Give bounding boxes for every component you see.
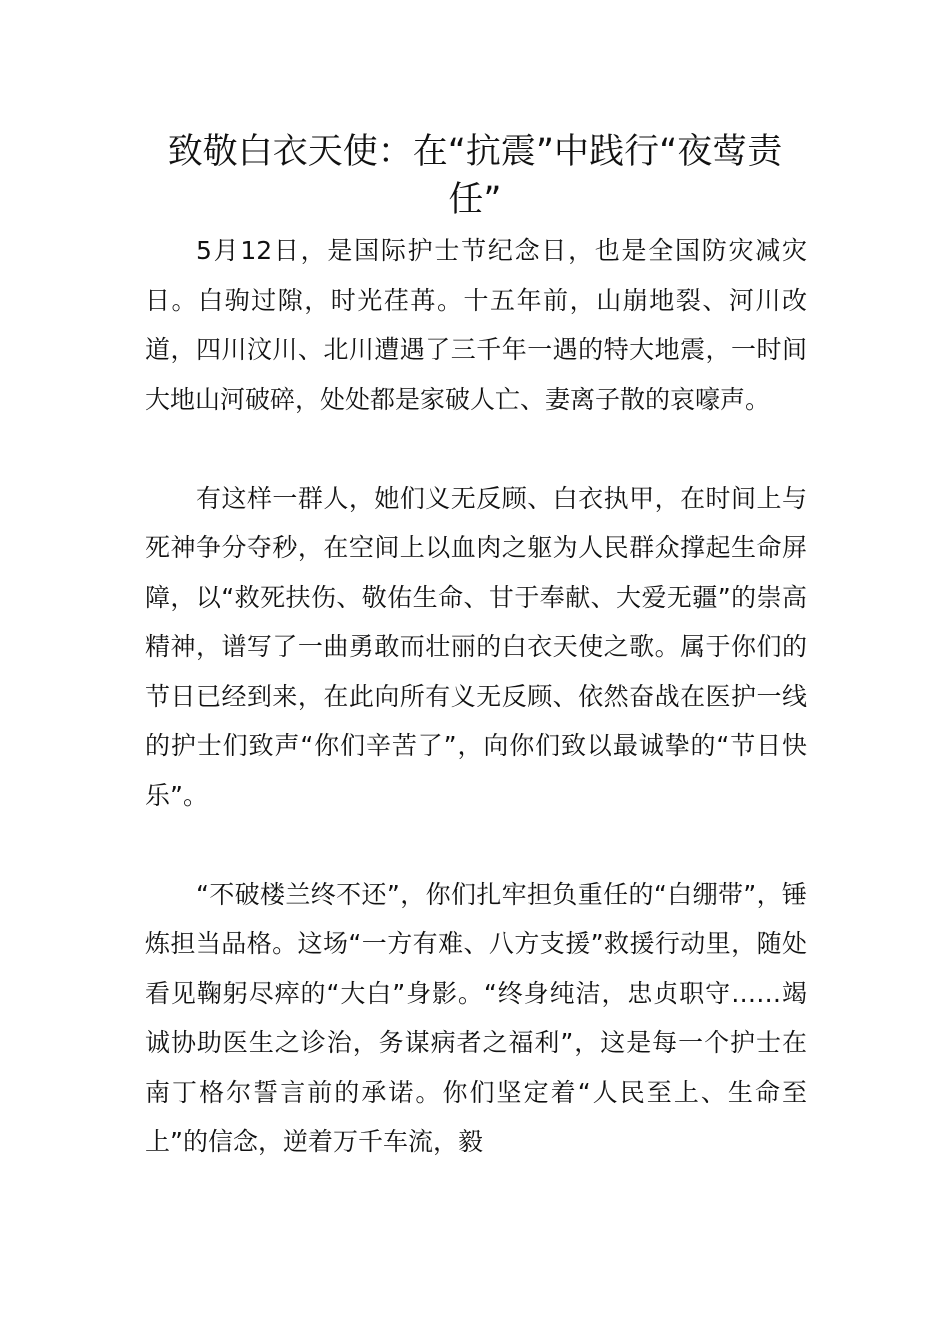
paragraph-spacer xyxy=(145,820,807,870)
paragraph-1: 5月12日，是国际护士节纪念日，也是全国防灾减灾日。白驹过隙，时光荏苒。十五年前，山崩地裂、河川改道，四川汶川、北川遭遇了三千年一遇的特大地震，一时间大地山河破碎，处处都是家破人亡、妻离子散的哀嚎声。 xyxy=(145,236,807,414)
document-body xyxy=(145,226,807,1167)
document-title: 致敬白衣天使：在“抗震”中践行“夜莺责任” xyxy=(167,132,783,220)
paragraph-spacer xyxy=(145,424,807,474)
paragraph-2: 有这样一群人，她们义无反顾、白衣执甲，在时间上与死神争分夺秒，在空间上以血肉之躯为人民群众撑起生命屏障，以“救死扶伤、敬佑生命、甘于奉献、大爱无疆”的崇高精神，谱写了一曲勇敢而壮丽的白衣天使之歌。属于你们的节日已经到来，在此向所有义无反顾、依然奋战在医护一线的护士们致声“你们辛苦了”，向你们致以最诚挚的“节日快乐”。 xyxy=(145,483,807,810)
paragraph-3: “不破楼兰终不还”，你们扎牢担负重任的“白绷带”，锤炼担当品格。这场“一方有难、八方支援”救援行动里，随处看见鞠躬尽瘁的“大白”身影。“终身纯洁，忠贞职守……竭诚协助医生之诊治，务谋病者之福利”，这是每一个护士在南丁格尔誓言前的承诺。你们坚定着“人民至上、生命至上”的信念，逆着万千车流，毅 xyxy=(145,879,807,1156)
